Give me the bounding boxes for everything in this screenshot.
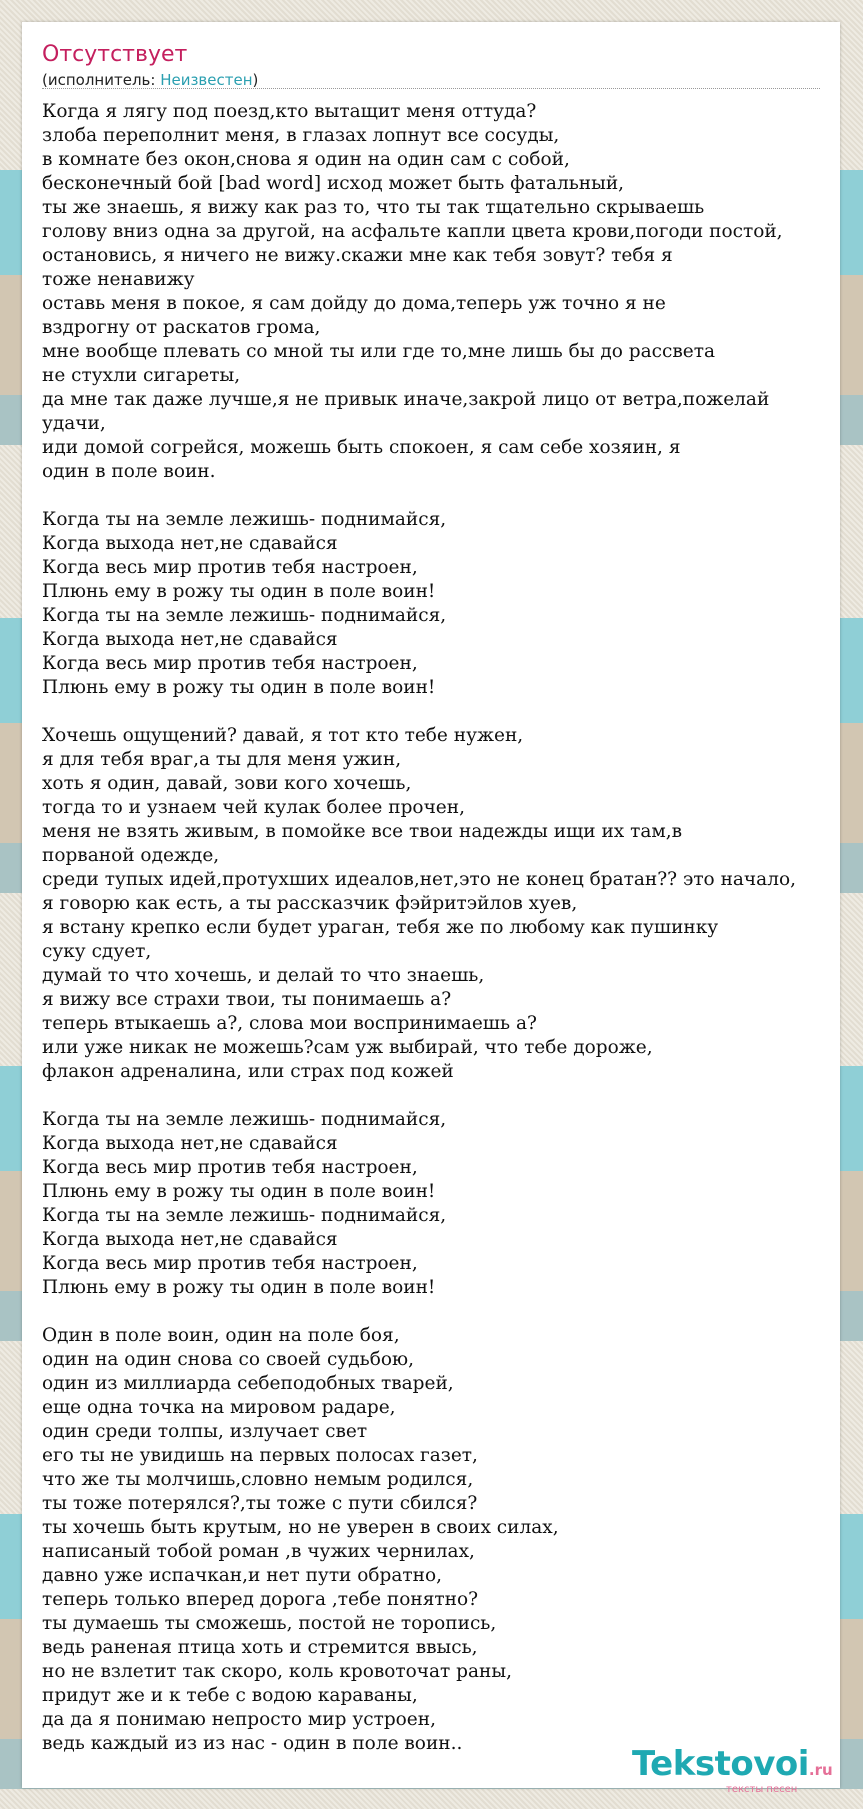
lyric-line: голову вниз одна за другой, на асфальте капли цвета крови,погоди постой, — [42, 221, 783, 242]
lyric-line: ведь каждый из из нас - один в поле воин.. — [42, 1733, 463, 1754]
lyric-line: давно уже испачкан,и нет пути обратно, — [42, 1565, 442, 1586]
lyric-line: злоба переполнит меня, в глазах лопнут все сосуды, — [42, 125, 560, 146]
lyric-line: Когда ты на земле лежишь- поднимайся, — [42, 509, 447, 530]
lyric-line: что же ты молчишь,словно немым родился, — [42, 1469, 474, 1490]
lyric-line: среди тупых идей,протухших идеалов,нет,это не конец братан?? это начало, — [42, 869, 796, 890]
lyric-line: один на один снова со своей судьбою, — [42, 1349, 414, 1370]
lyric-line: Когда я лягу под поезд,кто вытащит меня оттуда? — [42, 101, 537, 122]
lyric-line: удачи, — [42, 413, 106, 434]
lyric-line: Хочешь ощущений? давай, я тот кто тебе нужен, — [42, 725, 524, 746]
song-title: Отсутствует — [42, 42, 188, 67]
artist-line — [42, 71, 258, 89]
logo-tld: .ru — [808, 1761, 833, 1779]
lyric-line: ты хочешь быть крутым, но не уверен в своих силах, — [42, 1517, 559, 1538]
lyric-line: Плюнь ему в рожу ты один в поле воин! — [42, 677, 436, 698]
lyric-line: написаный тобой роман ,в чужих чернилах, — [42, 1541, 475, 1562]
lyric-line: Когда ты на земле лежишь- поднимайся, — [42, 605, 447, 626]
lyric-line: Когда выхода нет,не сдавайся — [42, 1133, 338, 1154]
artist-suffix: ) — [252, 71, 259, 89]
stanza — [42, 100, 842, 484]
lyric-line: хоть я один, давай, зови кого хочешь, — [42, 773, 412, 794]
lyric-line: теперь втыкаешь а?, слова мои воспринимаешь а? — [42, 1013, 537, 1034]
lyric-line: тоже ненавижу — [42, 269, 195, 290]
lyric-line: суку сдует, — [42, 941, 152, 962]
logo-subtitle: тексты песен — [726, 1784, 798, 1795]
lyric-line: иди домой согрейся, можешь быть спокоен, я сам себе хозяин, я — [42, 437, 681, 458]
lyric-line: Когда выхода нет,не сдавайся — [42, 629, 338, 650]
lyric-line: ты тоже потерялся?,ты тоже с пути сбился? — [42, 1493, 478, 1514]
lyric-line: не стухли сигареты, — [42, 365, 241, 386]
lyric-line: да мне так даже лучше,я не привык иначе,закрой лицо от ветра,пожелай — [42, 389, 770, 410]
logo-wordmark: Tekstovoi — [632, 1744, 809, 1784]
artist-prefix: (исполнитель: — [42, 71, 161, 89]
lyric-line: флакон адреналина, или страх под кожей — [42, 1061, 454, 1082]
lyric-line: ведь раненая птица хоть и стремится ввысь, — [42, 1637, 478, 1658]
lyric-line: ты же знаешь, я вижу как раз то, что ты так тщательно скрываешь — [42, 197, 705, 218]
lyric-line: Когда выхода нет,не сдавайся — [42, 1229, 338, 1250]
lyric-line: Плюнь ему в рожу ты один в поле воин! — [42, 1277, 436, 1298]
lyrics-card — [22, 22, 840, 1795]
lyric-line: или уже никак не можешь?сам уж выбирай, что тебе дороже, — [42, 1037, 653, 1058]
lyric-line: Когда весь мир против тебя настроен, — [42, 653, 418, 674]
lyric-line: Когда ты на земле лежишь- поднимайся, — [42, 1205, 447, 1226]
title-divider — [42, 88, 820, 89]
lyric-line: Когда весь мир против тебя настроен, — [42, 1253, 418, 1274]
lyric-line: тогда то и узнаем чей кулак более прочен, — [42, 797, 465, 818]
lyric-line: Когда выхода нет,не сдавайся — [42, 533, 338, 554]
lyric-line: один среди толпы, излучает свет — [42, 1421, 368, 1442]
lyric-line: но не взлетит так скоро, коль кровоточат раны, — [42, 1661, 512, 1682]
lyric-line: я встану крепко если будет ураган, тебя же по любому как пушинку — [42, 917, 719, 938]
lyric-line: один из миллиарда себеподобных тварей, — [42, 1373, 454, 1394]
lyric-line: да да я понимаю непросто мир устроен, — [42, 1709, 436, 1730]
lyric-line: придут же и к тебе с водою караваны, — [42, 1685, 418, 1706]
stanza — [42, 508, 842, 700]
lyric-line: я вижу все страхи твои, ты понимаешь а? — [42, 989, 452, 1010]
lyric-line: вздрогну от раскатов грома, — [42, 317, 321, 338]
lyric-line: оставь меня в покое, я сам дойду до дома,теперь уж точно я не — [42, 293, 666, 314]
lyric-line: один в поле воин. — [42, 461, 216, 482]
lyric-line: в комнате без окон,снова я один на один сам с собой, — [42, 149, 570, 170]
lyric-line: ты думаешь ты сможешь, постой не торопись, — [42, 1613, 497, 1634]
lyrics-text — [42, 100, 842, 1756]
lyric-line: еще одна точка на мировом радаре, — [42, 1397, 396, 1418]
lyric-line: меня не взять живым, в помойке все твои надежды ищи их там,в — [42, 821, 683, 842]
lyric-line: Плюнь ему в рожу ты один в поле воин! — [42, 1181, 436, 1202]
lyric-line: бесконечный бой [bad word] исход может быть фатальный, — [42, 173, 625, 194]
stanza — [42, 724, 842, 1084]
lyric-line: Один в поле воин, один на поле боя, — [42, 1325, 400, 1346]
lyric-line: Когда ты на земле лежишь- поднимайся, — [42, 1109, 447, 1130]
site-logo[interactable] — [632, 1744, 833, 1795]
lyric-line: думай то что хочешь, и делай то что знаешь, — [42, 965, 485, 986]
lyric-line: порваной одежде, — [42, 845, 220, 866]
lyric-line: Когда весь мир против тебя настроен, — [42, 1157, 418, 1178]
lyric-line: его ты не увидишь на первых полосах газет, — [42, 1445, 478, 1466]
lyric-line: мне вообще плевать со мной ты или где то,мне лишь бы до рассвета — [42, 341, 715, 362]
lyric-line: я для тебя враг,а ты для меня ужин, — [42, 749, 402, 770]
stanza — [42, 1108, 842, 1300]
lyric-line: Плюнь ему в рожу ты один в поле воин! — [42, 581, 436, 602]
stanza — [42, 1324, 842, 1756]
artist-link[interactable]: Неизвестен — [160, 71, 253, 89]
lyric-line: теперь только вперед дорога ,тебе понятно? — [42, 1589, 479, 1610]
lyric-line: я говорю как есть, а ты рассказчик фэйритэйлов хуев, — [42, 893, 578, 914]
lyric-line: остановись, я ничего не вижу.скажи мне как тебя зовут? тебя я — [42, 245, 673, 266]
lyric-line: Когда весь мир против тебя настроен, — [42, 557, 418, 578]
